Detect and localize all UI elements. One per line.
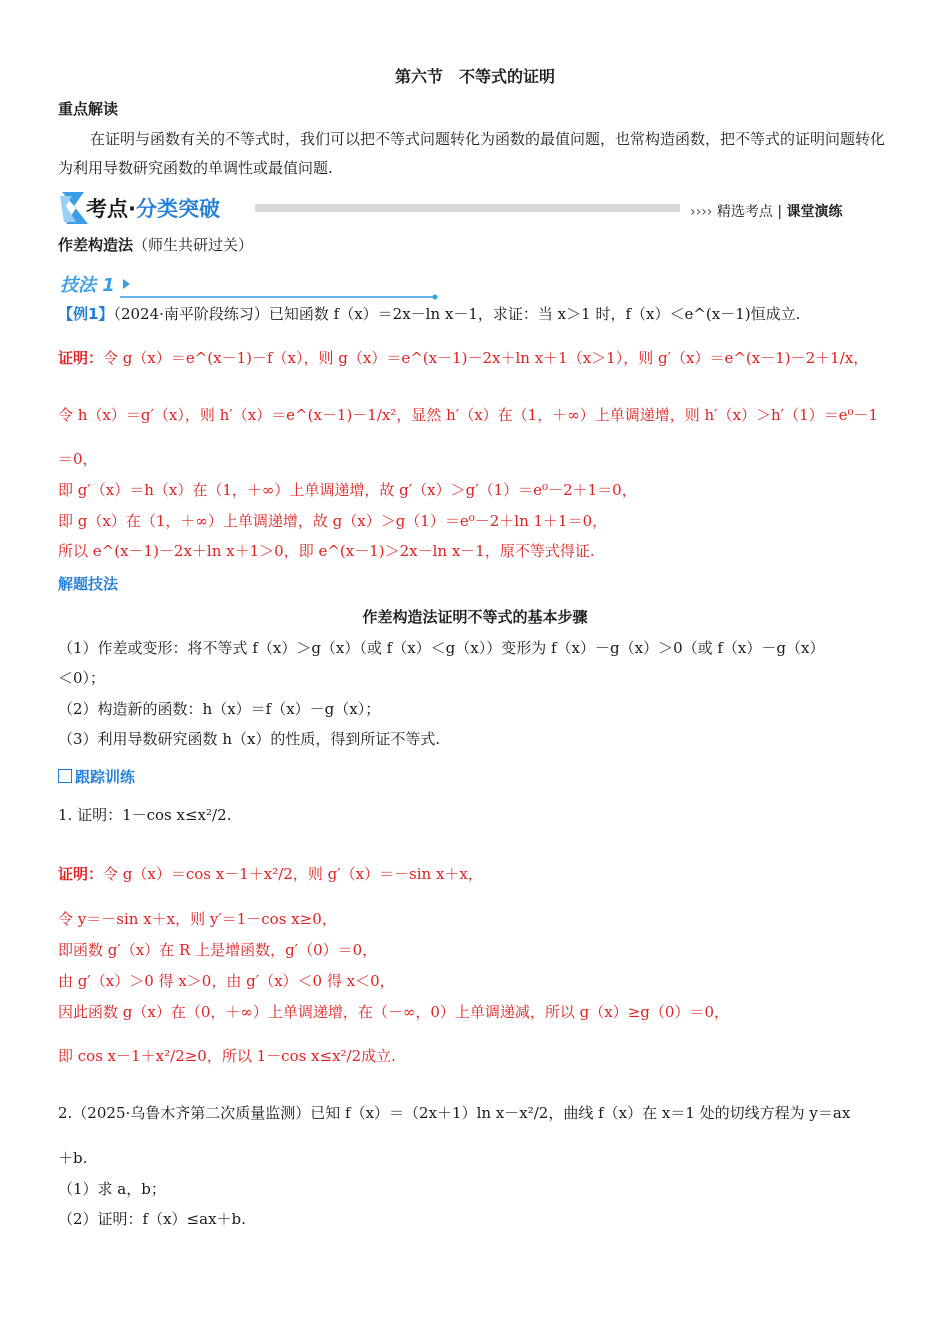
- banner-arrows: ››››: [690, 204, 713, 220]
- training-p1-text: 令 g（x）＝cos x－1＋x²/2，则 g′（x）＝－sin x＋x，: [103, 865, 483, 883]
- training-p6: 即 cos x－1＋x²/2≥0，所以 1－cos x≤x²/2成立.: [58, 1047, 396, 1065]
- technique-step1b: ＜0）；: [58, 669, 106, 687]
- training-proof-label: 证明：: [58, 865, 104, 883]
- technique-step2: （2）构造新的函数：h（x）＝f（x）－g（x）；: [58, 700, 381, 718]
- banner-right-text-1: 精选考点: [716, 204, 773, 220]
- training-label: 跟踪训练: [75, 768, 136, 786]
- training-p2: 令 y＝－sin x＋x，则 y′＝1－cos x≥0，: [58, 910, 337, 928]
- proof1-line1-text: 令 g（x）＝e^(x－1)－f（x），则 g（x）＝e^(x－1)－2x＋ln x＋1（x＞1），则 g′（x）＝e^(x－1)－2＋1/x，: [103, 349, 869, 367]
- banner-right-text-2: 课堂演练: [786, 204, 843, 220]
- proof1-line6: 所以 e^(x－1)－2x＋ln x＋1＞0，即 e^(x－1)＞2x－ln x－1，原不等式得证.: [58, 542, 595, 560]
- banner-title-right: 分类突破: [135, 197, 220, 221]
- example1-text: 已知函数 f（x）＝2x－ln x－1，求证：当 x＞1 时，f（x）＜e^(x－1)恒成立.: [268, 305, 801, 323]
- banner-title: [86, 193, 220, 223]
- example1: [58, 304, 800, 324]
- technique-step3: （3）利用导数研究函数 h（x）的性质，得到所证不等式.: [58, 730, 441, 748]
- proof1-line5: 即 g（x）在（1，＋∞）上单调递增，故 g（x）＞g（1）＝e⁰－2＋ln 1＋1＝0，: [58, 512, 608, 530]
- training-p4: 由 g′（x）＞0 得 x＞0，由 g′（x）＜0 得 x＜0，: [58, 972, 395, 990]
- key-reading-text: 在证明与函数有关的不等式时，我们可以把不等式问题转化为函数的最值问题，也常构造函数，把不等式的证明问题转化为利用导数研究函数的单调性或最值问题.: [58, 130, 886, 177]
- training-p1: [58, 864, 483, 884]
- method-heading: [58, 234, 253, 255]
- training-q2: 2.（2025·乌鲁木齐第二次质量监测）已知 f（x）＝（2x＋1）ln x－x²/2，曲线 f（x）在 x＝1 处的切线方程为 y＝ax: [58, 1104, 851, 1122]
- proof1-line1: [58, 348, 868, 368]
- proof1-label: 证明：: [58, 349, 104, 367]
- banner-right-sep: |: [777, 204, 783, 220]
- training-p5: 因此函数 g（x）在（0，＋∞）上单调递增，在（－∞，0）上单调递减，所以 g（x）≥g（0）＝0，: [58, 1003, 729, 1021]
- technique-heading: 作差构造法证明不等式的基本步骤: [362, 608, 588, 626]
- example1-source: （2024·南平阶段练习）: [113, 305, 269, 323]
- technique-label: 解题技法: [58, 575, 119, 593]
- proof1-line2: 令 h（x）＝g′（x），则 h′（x）＝e^(x－1)－1/x²，显然 h′（x）在（1，＋∞）上单调递增，则 h′（x）＞h′（1）＝e⁰－1: [58, 406, 879, 424]
- training-q2b: ＋b.: [58, 1149, 88, 1167]
- training-p3: 即函数 g′（x）在 R 上是增函数，g′（0）＝0，: [58, 941, 378, 959]
- page-title: 第六节 不等式的证明: [394, 67, 555, 86]
- example1-tag: 【例1】: [58, 305, 114, 323]
- banner-dot: ·: [128, 197, 136, 221]
- key-reading-label: 重点解读: [58, 100, 119, 118]
- skill-label: 技法 1: [60, 275, 115, 296]
- training-q2-part2: （2）证明：f（x）≤ax＋b.: [58, 1210, 246, 1228]
- training-q2-part1: （1）求 a，b；: [58, 1180, 166, 1198]
- method-subtitle: （师生共研过关）: [133, 236, 254, 254]
- checkbox-icon: [58, 769, 72, 783]
- proof1-line4: 即 g′（x）＝h（x）在（1，＋∞）上单调递增，故 g′（x）＞g′（1）＝e⁰－2＋1＝0，: [58, 481, 637, 499]
- training-q1: 1. 证明：1－cos x≤x²/2.: [58, 806, 232, 824]
- skill-underline: [120, 276, 440, 302]
- method-title: 作差构造法: [58, 236, 134, 254]
- technique-step1: （1）作差或变形：将不等式 f（x）＞g（x）（或 f（x）＜g（x））变形为 f（x）－g（x）＞0（或 f（x）－g（x）: [58, 639, 825, 657]
- banner-right: [690, 201, 842, 221]
- banner-title-left: 考点: [86, 197, 128, 221]
- banner-bar: [255, 204, 680, 212]
- proof1-line3: ＝0，: [58, 450, 98, 468]
- training-heading: [58, 766, 135, 787]
